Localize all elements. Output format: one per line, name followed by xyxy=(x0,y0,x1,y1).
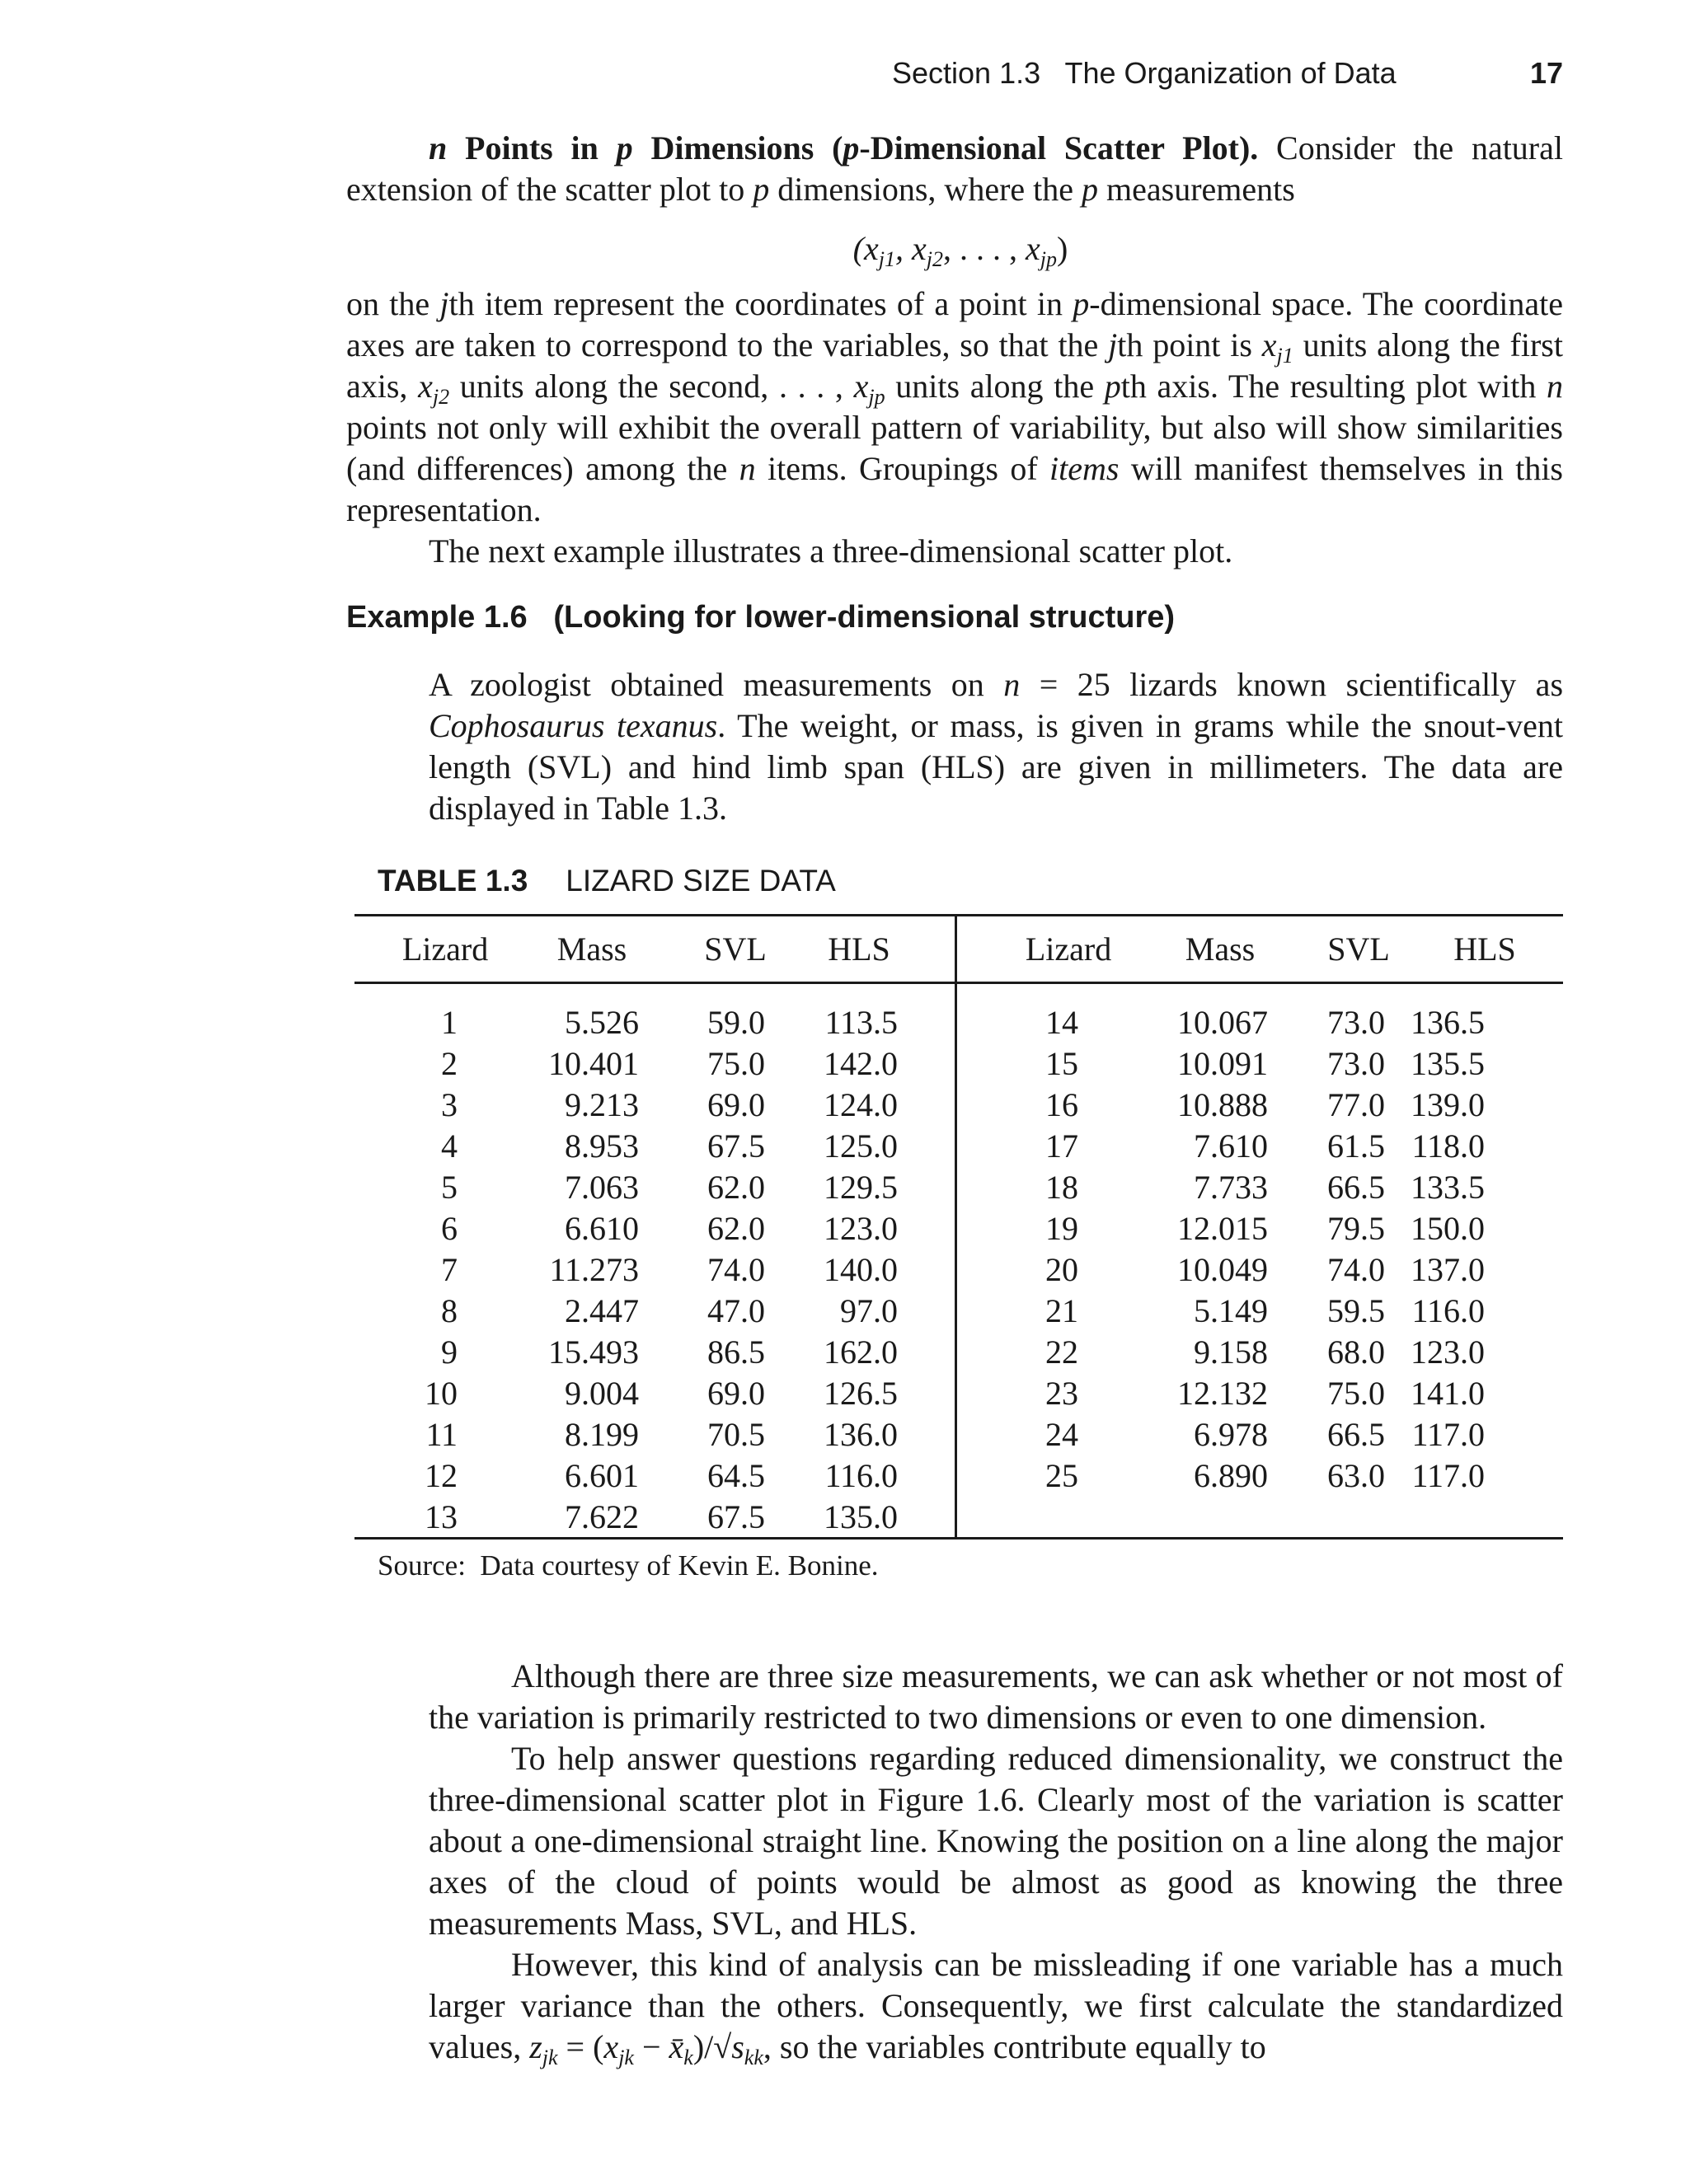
running-header xyxy=(0,56,1690,97)
example-text: A zoologist obtained measurements on n = 25 lizards known scientifically as Cophosaurus texanus. The weight, or mass, is given in grams while the snout-vent length (SVL) and hind limb span (HLS) are given in millimeters. The data are displayed in Table 1.3. xyxy=(429,666,1564,827)
table-caption xyxy=(378,864,836,898)
table-cell: 10.401 xyxy=(548,1045,639,1082)
table-cell: 13 xyxy=(425,1498,458,1535)
table-cell: 14 xyxy=(1045,1004,1078,1041)
table-cell: 10 xyxy=(425,1375,458,1412)
table-cell: 7.610 xyxy=(1194,1127,1268,1165)
table-cell: 6.978 xyxy=(1194,1416,1268,1453)
table-cell: 162.0 xyxy=(824,1333,898,1371)
table-cell: 10.067 xyxy=(1177,1004,1268,1041)
table-cell: 10.888 xyxy=(1177,1086,1268,1123)
table-cell: 123.0 xyxy=(824,1210,898,1247)
table-cell: 77.0 xyxy=(1327,1086,1385,1123)
table-cell: 117.0 xyxy=(1411,1457,1485,1494)
table-cell: 16 xyxy=(1045,1086,1078,1123)
table-bottom-rule xyxy=(354,1537,1563,1540)
column-header-lizard-right: Lizard xyxy=(1025,930,1112,968)
discussion-paragraph-3: However, this kind of analysis can be missleading if one variable has a much larger variance than the others. Consequently, we first calculate the standardized values, $z_{jk} = (x_{jk}$ − $x̄_k)/√s_{kk}$, so the variables contribute equally to xyxy=(429,1946,1563,2069)
table-cell: 140.0 xyxy=(824,1251,898,1288)
table-cell: 124.0 xyxy=(824,1086,898,1123)
table-cell: 6.890 xyxy=(1194,1457,1268,1494)
section-title: Section 1.3 The Organization of Data xyxy=(892,56,1397,90)
table-cell: 117.0 xyxy=(1411,1416,1485,1453)
table-cell: 139.0 xyxy=(1411,1086,1485,1123)
table-cell: 7 xyxy=(441,1251,458,1288)
table-cell: 12 xyxy=(425,1457,458,1494)
column-header-mass-left: Mass xyxy=(556,930,627,968)
table-cell: 10.049 xyxy=(1177,1251,1268,1288)
table-cell: 133.5 xyxy=(1411,1169,1485,1206)
table-cell: 5 xyxy=(441,1169,458,1206)
column-header-hls-right: HLS xyxy=(1453,930,1516,968)
table-top-rule xyxy=(354,914,1563,916)
table-cell: 75.0 xyxy=(707,1045,765,1082)
table-cell: 68.0 xyxy=(1327,1333,1385,1371)
table-cell: 129.5 xyxy=(824,1169,898,1206)
discussion-paragraph-1: Although there are three size measurements, we can ask whether or not most of the variation is primarily restricted to two dimensions or even to one dimension. xyxy=(429,1657,1563,1736)
coordinates-paragraph: on the jth item represent the coordinates of a point in p-dimensional space. The coordinate axes are taken to correspond to the variables, so that the jth point is $x_{j1}$ units along the first axis, $x_{j2}$ units along the second, . . . , $x_{jp}$ units along the pth axis. The resulting plot with n points not only will exhibit the overall pattern of variability, but also will show similarities (and differences) among the n items. Groupings of items will manifest themselves in this representation. xyxy=(346,285,1564,528)
table-cell: 7.063 xyxy=(565,1169,639,1206)
column-header-svl-left: SVL xyxy=(704,930,767,968)
table-cell: 5.149 xyxy=(1194,1292,1268,1329)
coordinates-formula: ($x_{j1}$, $x_{j2}$, . . . , $x_{jp}$) xyxy=(852,230,1068,271)
table-cell: 6.610 xyxy=(565,1210,639,1247)
table-cell: 12.132 xyxy=(1177,1375,1268,1412)
table-cell: 136.5 xyxy=(1411,1004,1485,1041)
table-cell: 2 xyxy=(441,1045,458,1082)
table-cell: 126.5 xyxy=(824,1375,898,1412)
table-cell: 86.5 xyxy=(707,1333,765,1371)
table-cell: 4 xyxy=(441,1127,458,1165)
table-cell: 22 xyxy=(1045,1333,1078,1371)
table-cell: 62.0 xyxy=(707,1169,765,1206)
table-cell: 69.0 xyxy=(707,1086,765,1123)
table-cell: 15 xyxy=(1045,1045,1078,1082)
table-cell: 150.0 xyxy=(1411,1210,1485,1247)
table-cell: 10.091 xyxy=(1177,1045,1268,1082)
table-cell: 9.004 xyxy=(565,1375,639,1412)
table-cell: 116.0 xyxy=(824,1457,898,1494)
table-cell: 67.5 xyxy=(707,1127,765,1165)
table-cell: 8.953 xyxy=(565,1127,639,1165)
table-cell: 18 xyxy=(1045,1169,1078,1206)
table-cell: 3 xyxy=(441,1086,458,1123)
table-cell: 64.5 xyxy=(707,1457,765,1494)
table-cell: 21 xyxy=(1045,1292,1078,1329)
table-cell: 6.601 xyxy=(565,1457,639,1494)
table-cell: 79.5 xyxy=(1327,1210,1385,1247)
table-cell: 25 xyxy=(1045,1457,1078,1494)
table-cell: 20 xyxy=(1045,1251,1078,1288)
intro-heading: n Points in p Dimensions (p-Dimensional Scatter Plot). xyxy=(429,129,1259,166)
table-cell: 135.5 xyxy=(1411,1045,1485,1082)
example-title: Example 1.6 (Looking for lower-dimensional structure) xyxy=(346,600,1176,635)
column-header-lizard-left: Lizard xyxy=(401,930,489,968)
table-cell: 66.5 xyxy=(1327,1416,1385,1453)
table-cell: 11 xyxy=(425,1416,458,1453)
table-cell: 8 xyxy=(441,1292,458,1329)
table-cell: 73.0 xyxy=(1327,1045,1385,1082)
table-cell: 123.0 xyxy=(1411,1333,1485,1371)
table-cell: 97.0 xyxy=(840,1292,898,1329)
table-cell: 15.493 xyxy=(548,1333,639,1371)
table-cell: 70.5 xyxy=(707,1416,765,1453)
table-cell: 141.0 xyxy=(1411,1375,1485,1412)
table-cell: 69.0 xyxy=(707,1375,765,1412)
table-cell: 63.0 xyxy=(1327,1457,1385,1494)
table-cell: 8.199 xyxy=(565,1416,639,1453)
table-cell: 2.447 xyxy=(565,1292,639,1329)
column-header-mass-right: Mass xyxy=(1185,930,1256,968)
column-header-hls-left: HLS xyxy=(828,930,890,968)
table-cell: 142.0 xyxy=(824,1045,898,1082)
table-cell: 11.273 xyxy=(549,1251,639,1288)
table-cell: 24 xyxy=(1045,1416,1078,1453)
intro-text: Consider the natural extension of the scatter plot to p dimensions, where the p measurements xyxy=(346,129,1563,208)
table-cell: 136.0 xyxy=(824,1416,898,1453)
table-cell: 73.0 xyxy=(1327,1004,1385,1041)
table-cell: 7.622 xyxy=(565,1498,639,1535)
table-cell: 75.0 xyxy=(1327,1375,1385,1412)
table-cell: 67.5 xyxy=(707,1498,765,1535)
table-cell: 74.0 xyxy=(707,1251,765,1288)
table-cell: 113.5 xyxy=(824,1004,898,1041)
table-cell: 116.0 xyxy=(1411,1292,1485,1329)
table-cell: 59.5 xyxy=(1327,1292,1385,1329)
table-cell: 6 xyxy=(441,1210,458,1247)
table-cell: 1 xyxy=(441,1004,458,1041)
table-cell: 118.0 xyxy=(1411,1127,1485,1165)
table-cell: 9.213 xyxy=(565,1086,639,1123)
column-header-svl-right: SVL xyxy=(1327,930,1390,968)
table-cell: 19 xyxy=(1045,1210,1078,1247)
table-source: Source: Data courtesy of Kevin E. Bonine. xyxy=(378,1549,879,1582)
table-cell: 7.733 xyxy=(1194,1169,1268,1206)
page-number: 17 xyxy=(1530,56,1564,90)
next-example-paragraph: The next example illustrates a three-dimensional scatter plot. xyxy=(429,532,1233,569)
table-cell: 9 xyxy=(441,1333,458,1371)
discussion-paragraph-2: To help answer questions regarding reduced dimensionality, we construct the three-dimensional scatter plot in Figure 1.6. Clearly most of the variation is scatter about a one-dimensional straight line. Knowing the position on a line along the major axes of the cloud of points would be almost as good as knowing the three measurements Mass, SVL, and HLS. xyxy=(429,1740,1563,1942)
table-cell: 61.5 xyxy=(1327,1127,1385,1165)
table-cell: 47.0 xyxy=(707,1292,765,1329)
intro-paragraph xyxy=(346,128,1563,210)
table-cell: 17 xyxy=(1045,1127,1078,1165)
table-cell: 125.0 xyxy=(824,1127,898,1165)
table-cell: 23 xyxy=(1045,1375,1078,1412)
table-header-rule xyxy=(354,982,1563,984)
table-cell: 66.5 xyxy=(1327,1169,1385,1206)
table-cell: 59.0 xyxy=(707,1004,765,1041)
table-cell: 74.0 xyxy=(1327,1251,1385,1288)
table-cell: 137.0 xyxy=(1411,1251,1485,1288)
table-label: TABLE 1.3 xyxy=(378,864,528,898)
table-cell: 135.0 xyxy=(824,1498,898,1535)
table-cell: 9.158 xyxy=(1194,1333,1268,1371)
table-title: LIZARD SIZE DATA xyxy=(566,864,836,898)
table-cell: 5.526 xyxy=(565,1004,639,1041)
table-cell: 12.015 xyxy=(1177,1210,1268,1247)
table-divider xyxy=(955,914,957,1539)
table-cell: 62.0 xyxy=(707,1210,765,1247)
